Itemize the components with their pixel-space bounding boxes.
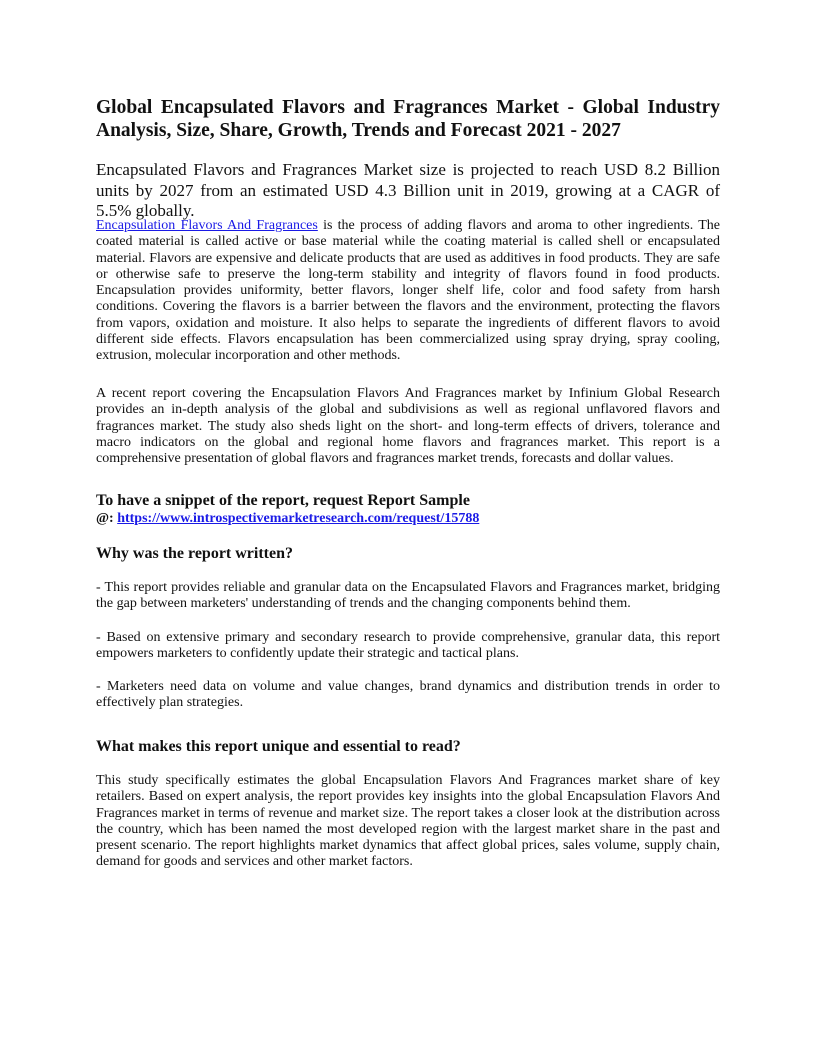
market-summary: Encapsulated Flavors and Fragrances Market size is projected to reach USD 8.2 Billion units by 2027 from an estimated USD 4.3 Billion unit in 2019, growing at a CAGR of 5.5% globally. xyxy=(96,160,720,220)
unique-paragraph: This study specifically estimates the global Encapsulation Flavors And Fragrances market share of key retailers. Based on expert analysis, the report provides key insights into the global Encapsulation Flavors And Fragrances market in terms of revenue and market size. The report takes a closer look at the distribution across the country, which has been named the most developed region with the largest market share in the past and present scenario. The report highlights market dynamics that affect global prices, sales volume, supply chain, demand for goods and services and other market factors. xyxy=(96,773,720,870)
why-item: - Based on extensive primary and secondary research to provide comprehensive, granular data, this report empowers marketers to confidently update their strategic and tactical plans. xyxy=(96,630,720,662)
unique-heading: What makes this report unique and essential to read? xyxy=(96,738,461,755)
intro-text: is the process of adding flavors and aroma to other ingredients. The coated material is called active or base material while the coating material is called shell or encapsulated material. Flavors are expensive and delicate products that are used as additives in food products. They are safe or otherwise safe to preserve the long-term stability and integrity of flavors found in food products. Encapsulation provides uniformity, better flavors, longer shelf life, color and food safety from harsh conditions. Covering the flavors is a barrier between the flavors and the environment, protecting the flavors from vapors, oxidation and moisture. It also helps to separate the ingredients of different flavors to avoid different side effects. Flavors encapsulation has been commercialized using spray drying, spray cooling, extrusion, molecular incorporation and other methods. xyxy=(96,218,721,364)
sample-heading: To have a snippet of the report, request Report Sample xyxy=(96,492,470,509)
sample-prefix: @: xyxy=(96,511,118,526)
why-heading: Why was the report written? xyxy=(96,545,294,562)
page-title: Global Encapsulated Flavors and Fragrances Market - Global Industry Analysis, Size, Share, Growth, Trends and Forecast 2021 - 2027 xyxy=(96,97,720,141)
intro-paragraph xyxy=(96,218,720,365)
encapsulation-link[interactable]: Encapsulation Flavors And Fragrances xyxy=(96,218,318,233)
why-item: - Marketers need data on volume and value changes, brand dynamics and distribution trends in order to effectively plan strategies. xyxy=(96,679,720,711)
sample-request-line xyxy=(96,510,720,527)
report-paragraph: A recent report covering the Encapsulation Flavors And Fragrances market by Infinium Global Research provides an in-depth analysis of the global and subdivisions as well as regional unflavored flavors and fragrances market. The study also sheds light on the short- and long-term effects of drivers, tolerance and macro indicators on the global and regional home flavors and fragrances market. This report is a comprehensive presentation of global flavors and fragrances market trends, forecasts and dollar values. xyxy=(96,386,720,467)
sample-request-link[interactable]: https://www.introspectivemarketresearch.com/request/15788 xyxy=(117,511,480,526)
why-item: - This report provides reliable and granular data on the Encapsulated Flavors and Fragrances market, bridging the gap between marketers' understanding of trends and the changing components behind them. xyxy=(96,580,720,612)
